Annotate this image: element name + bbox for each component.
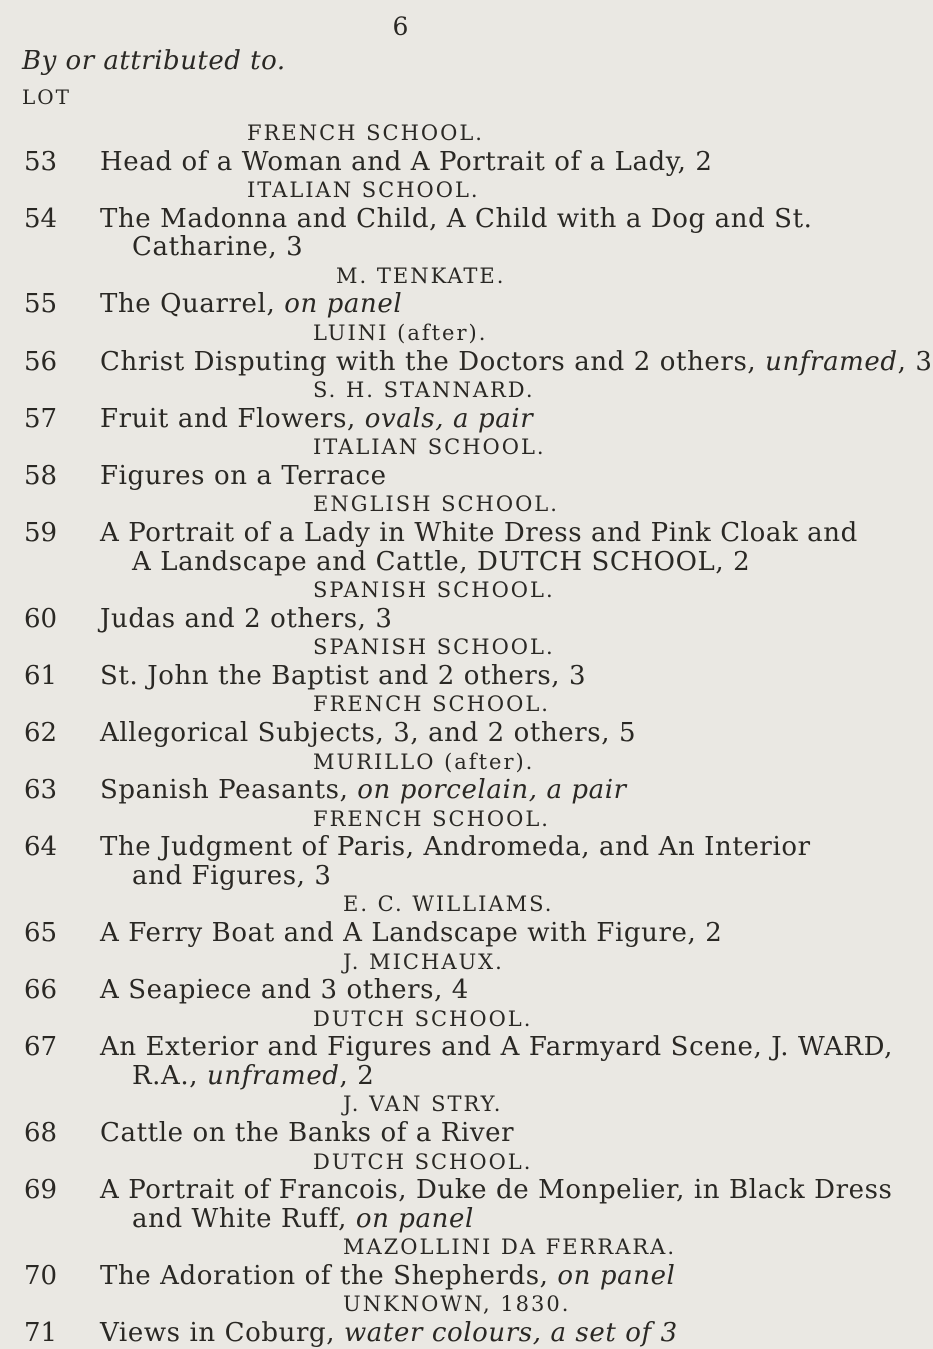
lot-description: Views in Coburg, water colours, a set of 3 — [100, 1318, 678, 1348]
lot-description: The Madonna and Child, A Child with a Dog and St. — [100, 204, 813, 234]
lot-description: The Quarrel, on panel — [100, 289, 403, 319]
lot-number: 62 — [24, 718, 58, 748]
artist-name: M. TENKATE. — [336, 264, 506, 288]
lot-description: Figures on a Terrace — [100, 461, 387, 491]
lot-description: Christ Disputing with the Doctors and 2 others, unframed, 3 — [100, 347, 933, 377]
artist-name: SPANISH SCHOOL. — [313, 635, 555, 659]
lot-description: An Exterior and Figures and A Farmyard Scene, J. WARD, — [100, 1032, 893, 1062]
lot-column-heading: LOT — [22, 85, 72, 109]
lot-description: St. John the Baptist and 2 others, 3 — [100, 661, 587, 691]
lot-number: 66 — [24, 975, 58, 1005]
lot-number: 68 — [24, 1118, 58, 1148]
artist-name: FRENCH SCHOOL. — [313, 807, 550, 831]
lot-number: 63 — [24, 775, 58, 805]
artist-name: DUTCH SCHOOL. — [313, 1007, 533, 1031]
artist-name: E. C. WILLIAMS. — [343, 892, 554, 916]
lot-number: 60 — [24, 604, 58, 634]
lot-description: Fruit and Flowers, ovals, a pair — [100, 404, 534, 434]
page-subtitle: By or attributed to. — [22, 46, 286, 76]
lot-description: A Ferry Boat and A Landscape with Figure, 2 — [100, 918, 723, 948]
lot-description: and White Ruff, on panel — [132, 1204, 474, 1234]
lot-description: Cattle on the Banks of a River — [100, 1118, 515, 1148]
lot-description: A Portrait of Francois, Duke de Monpelier, in Black Dress — [100, 1175, 893, 1205]
lot-number: 55 — [24, 289, 58, 319]
lot-description: A Landscape and Cattle, DUTCH SCHOOL, 2 — [132, 547, 751, 577]
lot-description: A Portrait of a Lady in White Dress and Pink Cloak and — [100, 518, 858, 548]
lot-description: Head of a Woman and A Portrait of a Lady, 2 — [100, 147, 713, 177]
lot-description: Spanish Peasants, on porcelain, a pair — [100, 775, 627, 805]
artist-name: J. MICHAUX. — [343, 950, 504, 974]
lot-description: R.A., unframed, 2 — [132, 1061, 375, 1091]
lot-number: 58 — [24, 461, 58, 491]
artist-name: ENGLISH SCHOOL. — [313, 492, 559, 516]
lot-number: 71 — [24, 1318, 58, 1348]
artist-name: ITALIAN SCHOOL. — [247, 178, 480, 202]
lot-number: 54 — [24, 204, 58, 234]
lot-number: 65 — [24, 918, 58, 948]
lot-description: Catharine, 3 — [132, 232, 304, 262]
artist-name: J. VAN STRY. — [343, 1092, 503, 1116]
artist-name: SPANISH SCHOOL. — [313, 578, 555, 602]
artist-name: FRENCH SCHOOL. — [313, 692, 550, 716]
lot-number: 56 — [24, 347, 58, 377]
lot-description: The Adoration of the Shepherds, on panel — [100, 1261, 676, 1291]
artist-name: MURILLO (after). — [313, 750, 535, 774]
artist-name: MAZOLLINI DA FERRARA. — [343, 1235, 677, 1259]
artist-name: ITALIAN SCHOOL. — [313, 435, 546, 459]
page-number: 6 — [392, 12, 409, 41]
lot-number: 61 — [24, 661, 58, 691]
lot-number: 70 — [24, 1261, 58, 1291]
artist-name: UNKNOWN, 1830. — [343, 1292, 571, 1316]
artist-name: FRENCH SCHOOL. — [247, 121, 484, 145]
lot-number: 57 — [24, 404, 58, 434]
lot-number: 67 — [24, 1032, 58, 1062]
artist-name: LUINI (after). — [313, 321, 488, 345]
lot-description: Allegorical Subjects, 3, and 2 others, 5 — [100, 718, 637, 748]
artist-name: DUTCH SCHOOL. — [313, 1150, 533, 1174]
lot-number: 59 — [24, 518, 58, 548]
lot-description: and Figures, 3 — [132, 861, 332, 891]
artist-name: S. H. STANNARD. — [313, 378, 535, 402]
lot-number: 64 — [24, 832, 58, 862]
lot-description: The Judgment of Paris, Andromeda, and An Interior — [100, 832, 811, 862]
lot-description: A Seapiece and 3 others, 4 — [100, 975, 469, 1005]
lot-number: 69 — [24, 1175, 58, 1205]
lot-description: Judas and 2 others, 3 — [100, 604, 393, 634]
lot-number: 53 — [24, 147, 58, 177]
